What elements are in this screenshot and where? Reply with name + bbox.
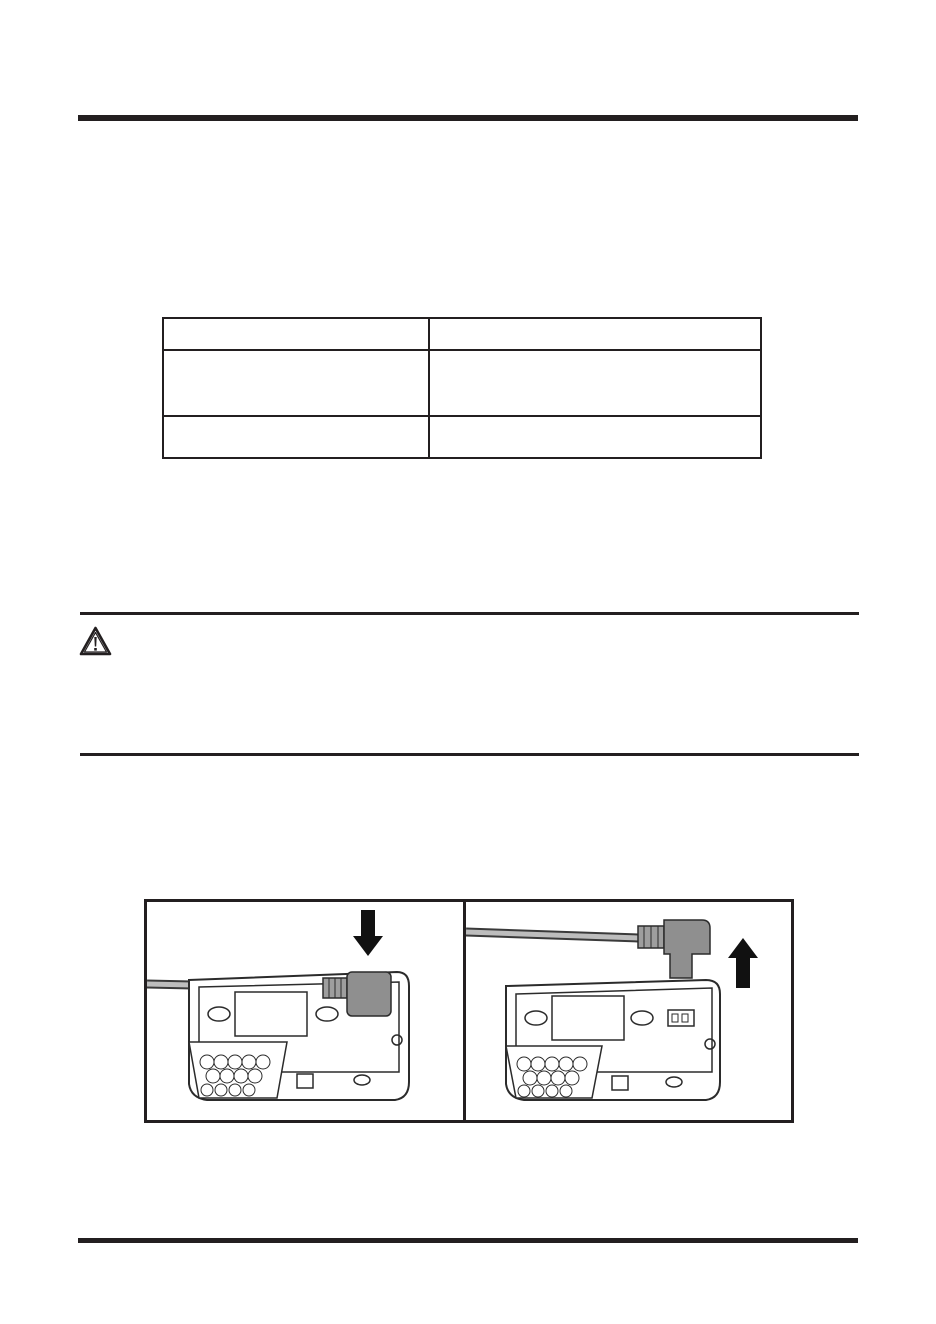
figure-panel-insert [147, 902, 463, 1120]
battery-insert-illustration [147, 902, 463, 1120]
figure-panel-remove [466, 902, 791, 1120]
table-cell [163, 416, 429, 458]
arrow-down-icon [353, 910, 383, 956]
warning-triangle-icon [79, 626, 112, 656]
table-row [163, 318, 761, 350]
arrow-up-icon [728, 938, 758, 988]
warning-top-rule [80, 612, 859, 615]
table-cell [163, 350, 429, 416]
table-cell [163, 318, 429, 350]
warning-bottom-rule [80, 753, 859, 756]
table-cell [429, 416, 761, 458]
table-cell [429, 318, 761, 350]
table-cell [429, 350, 761, 416]
table-row [163, 350, 761, 416]
header-rule [78, 115, 858, 121]
footer-rule [78, 1238, 858, 1243]
battery-remove-illustration [466, 902, 791, 1120]
specification-table [162, 317, 762, 459]
table-row [163, 416, 761, 458]
